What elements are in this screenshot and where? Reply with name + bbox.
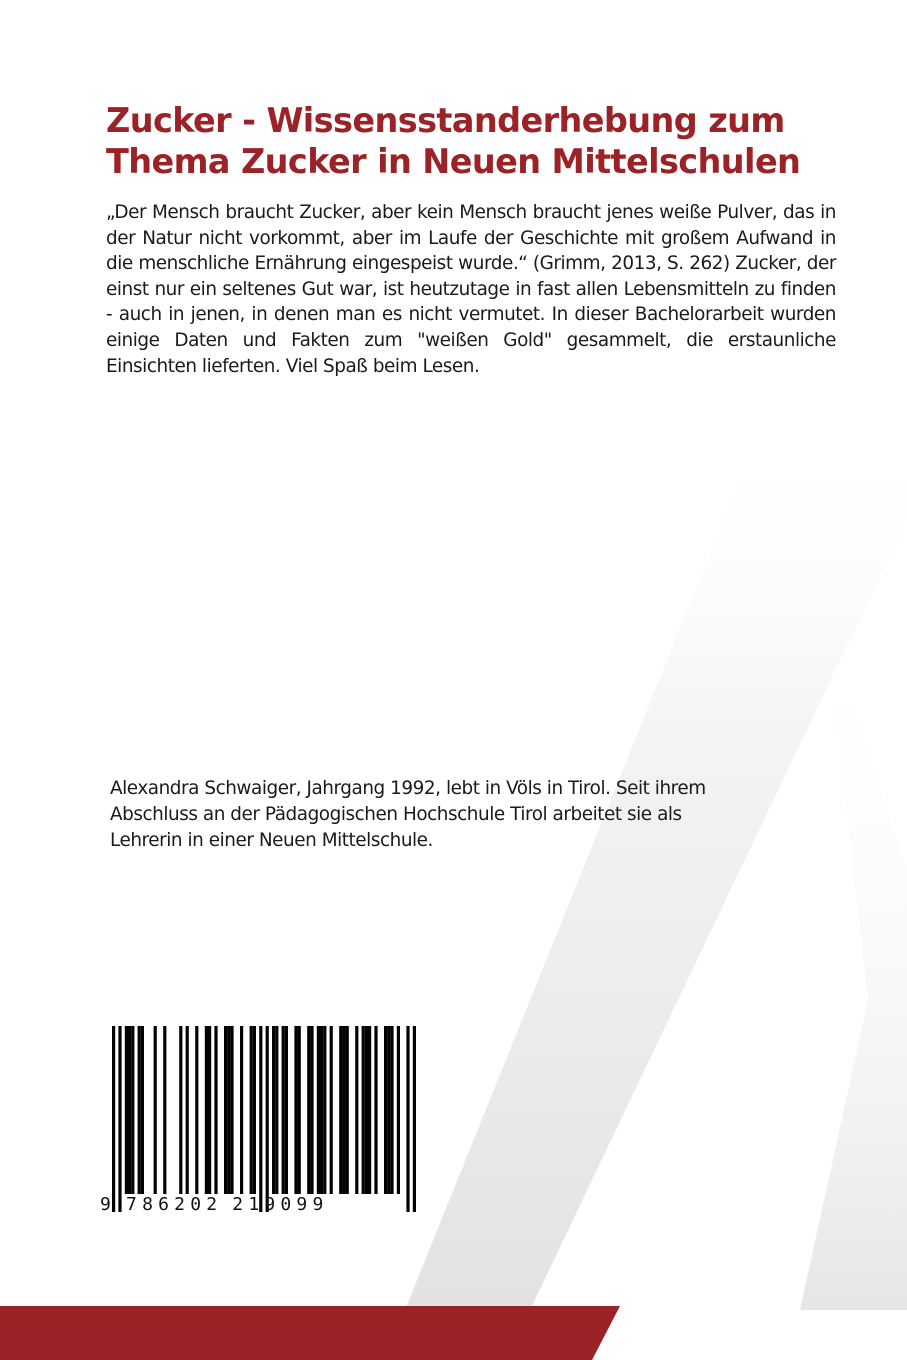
barcode-bar (307, 1026, 310, 1194)
barcode-bar (163, 1026, 166, 1194)
book-title-line: Zucker - Wissensstanderhebung zum (106, 101, 785, 140)
barcode-bar (390, 1026, 393, 1194)
isbn-number (100, 1194, 422, 1216)
barcode-bar (259, 1026, 262, 1212)
barcode-bar (384, 1026, 387, 1194)
barcode-bar (154, 1026, 157, 1194)
barcode-bar (355, 1026, 358, 1194)
barcode-bar (413, 1026, 416, 1212)
barcode-bar (272, 1026, 275, 1194)
author-bio-line: Abschluss an der Pädagogischen Hochschule Tirol arbeitet sie als (110, 804, 682, 825)
book-blurb: „Der Mensch braucht Zucker, aber kein Mensch braucht jenes weiße Pulver, das in der Natur nicht vorkommt, aber im Laufe der Geschichte mit großem Aufwand in die menschliche Ernährung eingespeist wurde.“ (Grimm, 2013, S. 262) Zucker, der einst nur ein seltenes Gut war, ist heutzutage in fast allen Lebensmitteln zu finden - auch in jenen, in denen man es nicht vermutet. In dieser Bachelorarbeit wurden einige Daten und Fakten zum "weißen Gold" gesammelt, die erstaunliche Einsichten lieferten. Viel Spaß beim Lesen. (106, 202, 836, 377)
barcode-bar (342, 1026, 345, 1194)
barcode-bar (310, 1026, 313, 1194)
barcode-bar (205, 1026, 208, 1194)
barcode-bar (320, 1026, 323, 1194)
barcode-bar (227, 1026, 230, 1194)
barcode-bar (374, 1026, 377, 1194)
barcode-bar (368, 1026, 371, 1194)
barcode-bar (131, 1026, 134, 1194)
author-bio-line: Lehrerin in einer Neuen Mittelschule. (110, 830, 433, 851)
barcode-bar (365, 1026, 368, 1194)
author-bio-line: Alexandra Schwaiger, Jahrgang 1992, lebt in Völs in Tirol. Seit ihrem (110, 778, 706, 799)
barcode-bar (323, 1026, 326, 1194)
book-title-line: Thema Zucker in Neuen Mittelschulen (106, 142, 801, 181)
barcode-bar (330, 1026, 333, 1194)
barcode-bar (282, 1026, 285, 1194)
book-title (106, 100, 846, 182)
isbn-left-group: 786202 (126, 1194, 223, 1215)
barcode-bar (250, 1026, 253, 1194)
barcode-bar (240, 1026, 243, 1194)
barcode-bar (118, 1026, 121, 1212)
isbn-barcode (100, 1022, 422, 1220)
barcode-bar (285, 1026, 288, 1194)
barcode-bar (339, 1026, 342, 1194)
barcode-bar (224, 1026, 227, 1194)
barcode-bar (179, 1026, 182, 1194)
barcode-bar (138, 1026, 141, 1194)
barcode-bar (362, 1026, 365, 1194)
right-shadow-wedge (800, 615, 907, 1310)
barcode-bar (275, 1026, 278, 1194)
barcode-bar (387, 1026, 390, 1194)
barcode-bar (186, 1026, 189, 1194)
barcode-bar (346, 1026, 349, 1194)
barcode-bar (253, 1026, 256, 1194)
barcode-bar (298, 1026, 301, 1194)
barcode-bar (112, 1026, 115, 1212)
barcode-bar (128, 1026, 131, 1194)
isbn-right-group: 219099 (232, 1194, 329, 1215)
barcode-bar (214, 1026, 217, 1194)
barcode-bar (406, 1026, 409, 1212)
author-bio (110, 776, 840, 854)
barcode-bar (195, 1026, 198, 1194)
barcode-bar (141, 1026, 144, 1194)
barcode-bar (230, 1026, 233, 1194)
bottom-red-band (0, 1306, 620, 1360)
barcode-bar (317, 1026, 320, 1194)
barcode-bar (397, 1026, 400, 1194)
barcode-bar (294, 1026, 297, 1194)
barcode-bar (208, 1026, 211, 1194)
barcode-bar (125, 1026, 128, 1194)
isbn-first-digit: 9 (100, 1194, 117, 1215)
barcode-bar (266, 1026, 269, 1212)
